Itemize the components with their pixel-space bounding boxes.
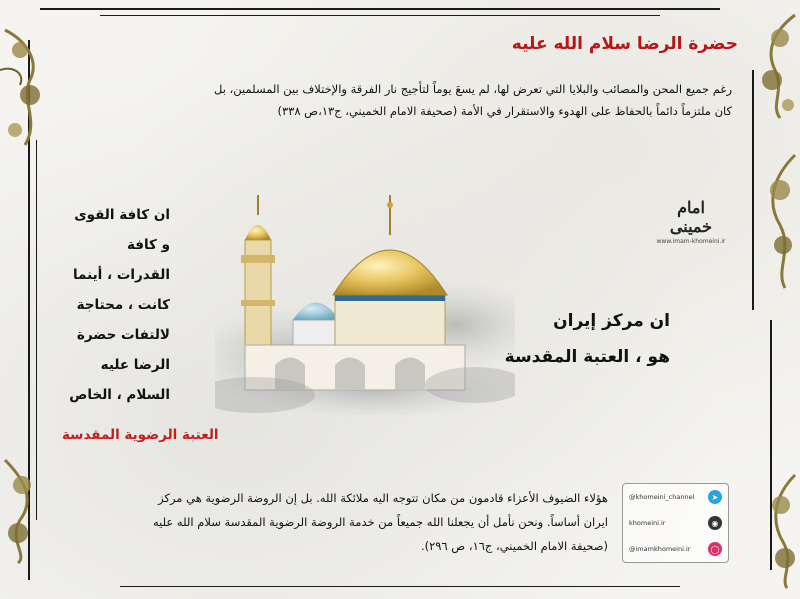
center-quote-line-1: ان مركز إيران [553, 311, 670, 331]
globe-icon: ◉ [708, 516, 722, 530]
side-quote-line-1: ان كافة القوى [74, 207, 170, 223]
side-quote-line-3: القدرات ، أينما [72, 267, 170, 283]
intro-quote [92, 78, 732, 122]
social-handle-telegram: @khomeini_channel [629, 493, 695, 501]
side-quote-line-6: الرضا عليه [100, 357, 170, 373]
floral-ornament-bottom-right [745, 470, 800, 590]
side-quote-line-5: لالتفات حضرة [76, 327, 170, 343]
bottom-quote [60, 486, 608, 558]
social-row-website[interactable] [623, 510, 728, 536]
shrine-illustration [215, 185, 515, 415]
social-handle-instagram: @imamkhomeini.ir [629, 545, 691, 553]
side-quote-line-2: و كافة [126, 237, 170, 253]
center-quote-line-2: هو ، العتبة المقدسة [504, 347, 670, 367]
floral-ornament-right [745, 150, 800, 290]
social-row-telegram[interactable] [623, 484, 728, 510]
bottom-quote-line-3: (صحيفة الامام الخميني، ج١٦، ص ٢٩٦). [420, 539, 608, 553]
logo-calligraphy: امام خمینی [669, 198, 713, 236]
floral-ornament-bottom-left [0, 455, 55, 565]
floral-ornament-top-left [0, 20, 60, 150]
page-title: حضرة الرضا سلام الله عليه [511, 34, 738, 54]
side-quote-line-7: السلام ، الخاص [69, 387, 170, 403]
center-quote [505, 303, 670, 375]
social-row-instagram[interactable] [623, 536, 728, 562]
floral-ornament-top-right [740, 10, 800, 120]
side-quote-line-4: كانت ، محتاجة [76, 297, 170, 313]
social-links-box [622, 483, 729, 563]
frame-line-top [40, 8, 720, 10]
frame-line-top-second [100, 15, 660, 16]
social-handle-website: khomeini.ir [629, 519, 666, 527]
instagram-icon: ◯ [708, 542, 722, 556]
intro-quote-line-1: رغم جميع المحن والمصائب والبلايا التي تعرض لها، لم يسعَ يوماً لتأجيج نار الفرقة والإختلاف بين المسلمين، بل [214, 82, 732, 96]
logo-url: www.imam-khomeini.ir [656, 238, 726, 245]
side-quote [60, 200, 170, 410]
intro-quote-line-2: كان ملتزماً دائماً بالحفاظ على الهدوء والاستقرار في الأمة (صحيفة الامام الخميني، ج١٣،ص ٣٣٨) [277, 104, 732, 118]
frame-line-bottom [120, 586, 680, 587]
telegram-icon: ➤ [708, 490, 722, 504]
bottom-quote-line-1: هؤلاء الضيوف الأعزاء قادمون من مكان تتوجه اليه ملائكة الله. بل إن الروضة الرضوية هي مركز [158, 491, 608, 505]
bottom-quote-line-2: ايران أساساً. ونحن نأمل أن يجعلنا الله جميعاً من خدمة الروضة الرضوية المقدسة سلام الله عليه [152, 515, 608, 529]
imam-khomeini-logo [655, 198, 727, 245]
side-quote-caption: العتبة الرضوية المقدسة [62, 427, 219, 443]
